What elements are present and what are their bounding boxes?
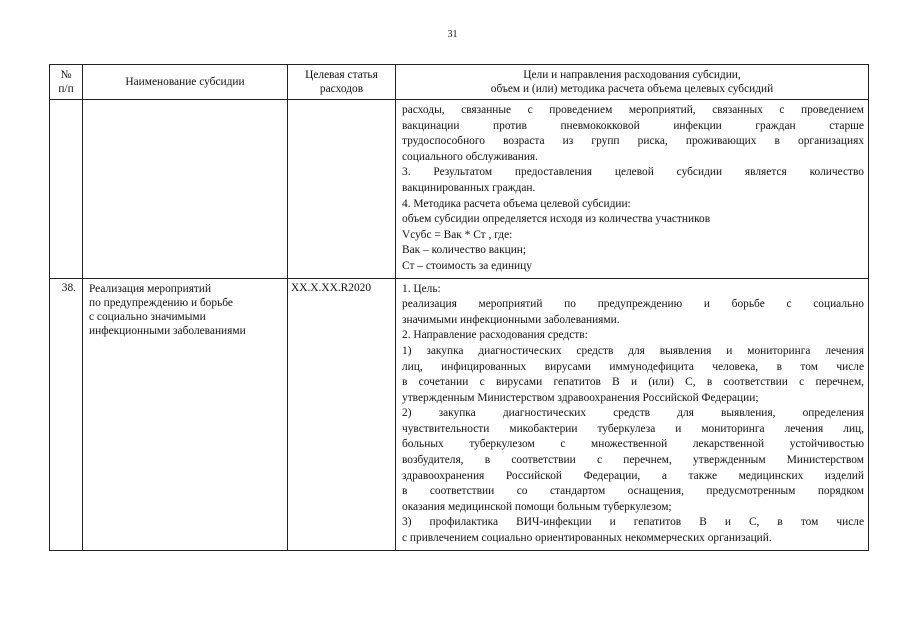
description-line: 2) закупка диагностических средств для выявления, определения bbox=[402, 407, 864, 420]
table-row bbox=[50, 100, 869, 279]
description-line: расходы, связанные с проведением мероприятий, связанных с проведением bbox=[402, 104, 864, 116]
description-line: чувствительности микобактерии туберкулеза и мониторинга лечения лиц, bbox=[402, 422, 864, 435]
subsidy-description bbox=[396, 100, 869, 279]
target-code bbox=[288, 100, 396, 279]
subsidy-name bbox=[83, 100, 288, 279]
description-line: социального обслуживания. bbox=[402, 150, 539, 163]
subsidy-name bbox=[83, 278, 288, 550]
description-line: лиц, инфицированных вирусами иммунодефицита человека, в том числе bbox=[402, 360, 864, 373]
description-line: Ст – стоимость за единицу bbox=[402, 259, 532, 272]
header-number-line2: п/п bbox=[58, 83, 74, 95]
header-code-line2: расходов bbox=[319, 83, 364, 95]
description-line: больных туберкулезом с множественной лекарственной устойчивостью bbox=[402, 438, 864, 451]
header-description-line1: Цели и направления расходования субсидии, bbox=[523, 69, 741, 81]
subsidy-name-line: Реализация мероприятий bbox=[89, 282, 212, 295]
subsidy-name-line: по предупреждению и борьбе bbox=[89, 296, 233, 309]
subsidy-name-line: с социально значимыми bbox=[89, 310, 206, 323]
header-number-line1: № bbox=[60, 69, 72, 81]
subsidy-table bbox=[49, 64, 869, 551]
row-number bbox=[50, 100, 83, 279]
description-line: вакцинированных граждан. bbox=[402, 181, 536, 194]
description-line: 3) профилактика ВИЧ-инфекции и гепатитов B и C, в том числе bbox=[402, 516, 864, 529]
header-description-line2: объем и (или) методика расчета объема целевых субсидий bbox=[490, 83, 774, 95]
description-line: в соответствии со стандартом оснащения, предусмотренным порядком bbox=[402, 485, 864, 498]
description-line: объем субсидии определяется исходя из количества участников bbox=[402, 213, 711, 226]
description-line: значимыми инфекционными заболеваниями. bbox=[402, 313, 620, 326]
description-line: в сочетании с вирусами гепатитов B и (или) C, в соответствии с перечнем, bbox=[402, 376, 864, 389]
header-number bbox=[50, 65, 83, 100]
description-line: оказания медицинской помощи больным туберкулезом; bbox=[402, 500, 672, 513]
description-line: реализация мероприятий по предупреждению и борьбе с социально bbox=[402, 298, 864, 311]
header-code-line1: Целевая статья bbox=[305, 69, 378, 81]
subsidy-name-line: инфекционными заболеваниями bbox=[89, 324, 246, 337]
table-header-row bbox=[50, 65, 869, 100]
description-line: Vсубс = Вак * Ст , где: bbox=[402, 228, 513, 241]
row-number: 38. bbox=[50, 278, 83, 550]
description-line: утвержденным Министерством здравоохранения Российской Федерации; bbox=[402, 391, 759, 404]
header-name: Наименование субсидии bbox=[83, 65, 288, 100]
description-line: 1. Цель: bbox=[402, 282, 441, 295]
description-line: с привлечением социально ориентированных некоммерческих организаций. bbox=[402, 532, 772, 545]
table-row bbox=[50, 278, 869, 550]
description-line: 2. Направление расходования средств: bbox=[402, 329, 588, 342]
description-line: 1) закупка диагностических средств для выявления и мониторинга лечения bbox=[402, 344, 864, 357]
header-description bbox=[396, 65, 869, 100]
subsidy-description bbox=[396, 278, 869, 550]
description-line: 4. Методика расчета объема целевой субсидии: bbox=[402, 197, 631, 210]
target-code: XX.X.XX.R2020 bbox=[288, 278, 396, 550]
description-line: 3. Результатом предоставления целевой субсидии является количество bbox=[402, 166, 864, 179]
description-line: здравоохранения Российской Федерации, а также медицинских изделий bbox=[402, 469, 864, 482]
description-line: вакцинации против пневмококковой инфекции граждан старше bbox=[402, 119, 864, 132]
header-code bbox=[288, 65, 396, 100]
description-line: трудоспособного возраста из групп риска, проживающих в организациях bbox=[402, 135, 864, 148]
description-line: Вак – количество вакцин; bbox=[402, 244, 527, 257]
description-line: возбудителя, в соответствии с перечнем, утвержденным Министерством bbox=[402, 454, 864, 467]
page-number: 31 bbox=[447, 29, 458, 40]
